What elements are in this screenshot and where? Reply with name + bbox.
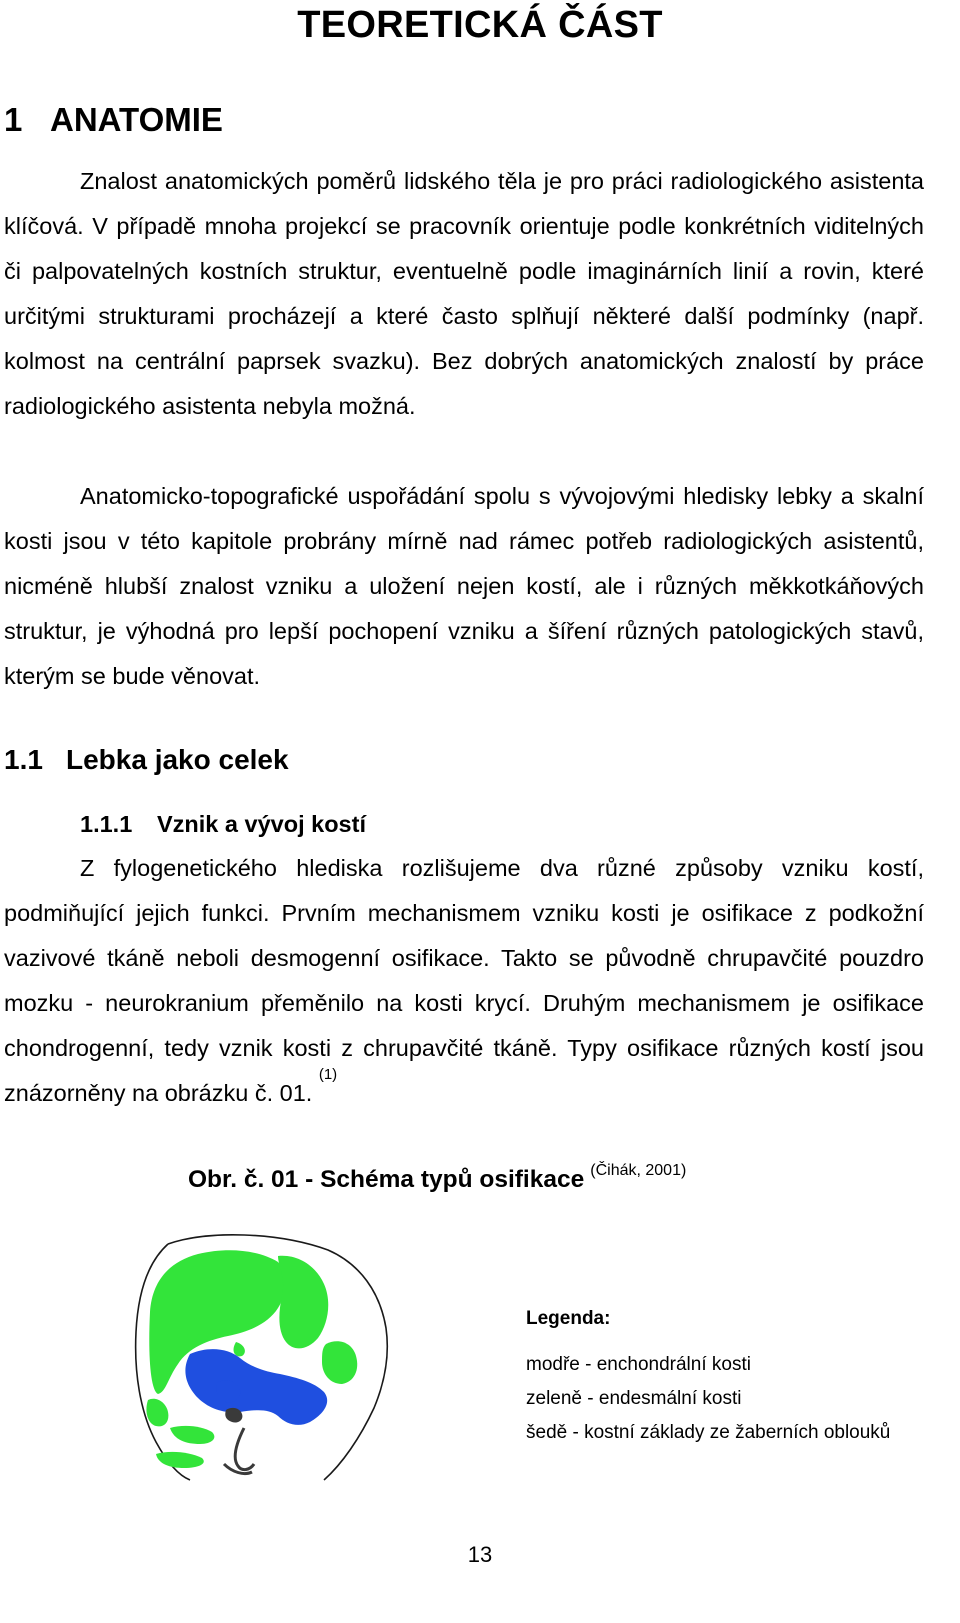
paragraph-topography-text: Anatomicko-topografické uspořádání spolu s vývojovými hledisky lebky a skalní kosti jsou v této kapitole probrány mírně nad rámec potřeb radiologických asistentů, nicméně hlubší znalost vzniku a uložení nejen kostí, ale i různých měkkotkáňových struktur, je výhodná pro lepší pochopení vzniku a šíření různých patologických stavů, kterým se bude věnovat. — [4, 483, 924, 689]
subsection-title: Vznik a vývoj kostí — [157, 811, 366, 837]
figure-caption — [188, 1160, 686, 1203]
legend-title: Legenda: — [526, 1308, 611, 1329]
paragraph-ossification-text: Z fylogenetického hlediska rozlišujeme dva různé způsoby vzniku kostí, podmiňující jejich funkci. Prvním mechanismem vzniku kosti je osifikace z podkožní vazivové tkáně neboli desmogenní osifikace. Takto se původně chrupavčité pouzdro mozku - neurokranium přeměnilo na kosti krycí. Druhým mechanismem je osifikace chondrogenní, tedy vznik kosti z chrupavčité tkáně. Typy osifikace různých kostí jsou znázorněny na obrázku č. 01. — [4, 855, 924, 1106]
gill-arch-bones — [224, 1408, 254, 1474]
section-title: Lebka jako celek — [66, 744, 289, 775]
chapter-heading — [4, 98, 223, 142]
citation-reference: (1) — [318, 1066, 338, 1083]
legend-item-endesmal: zeleně - endesmální kosti — [526, 1388, 742, 1409]
endesmal-bones — [146, 1250, 357, 1468]
paragraph-ossification — [4, 846, 924, 1116]
page-number: 13 — [467, 1542, 493, 1567]
skull-ossification-diagram — [128, 1232, 390, 1482]
chapter-number: 1 — [4, 101, 23, 138]
legend-item-gill-arch: šedě - kostní základy ze žaberních oblouků — [526, 1422, 891, 1443]
section-number: 1.1 — [4, 744, 43, 775]
enchondral-bones — [185, 1349, 327, 1425]
figure-legend — [526, 1302, 890, 1450]
figure-source: (Čihák, 2001) — [590, 1162, 687, 1179]
legend-item-enchondral: modře - enchondrální kosti — [526, 1354, 751, 1375]
subsection-heading — [80, 806, 366, 842]
figure-caption-text: Obr. č. 01 - Schéma typů osifikace — [188, 1166, 585, 1193]
chapter-title: ANATOMIE — [50, 101, 223, 138]
paragraph-intro-text: Znalost anatomických poměrů lidského těla je pro práci radiologického asistenta klíčová. V případě mnoha projekcí se pracovník orientuje podle konkrétních viditelných či palpovatelných kostních struktur, eventuelně podle imaginárních linií a rovin, které určitými strukturami procházejí a které často splňují některé další podmínky (např. kolmost na centrální paprsek svazku). Bez dobrých anatomických znalostí by práce radiologického asistenta nebyla možná. — [4, 168, 924, 419]
subsection-number: 1.1.1 — [80, 811, 133, 837]
section-heading — [4, 738, 289, 782]
paragraph-intro — [4, 159, 924, 429]
paragraph-topography — [4, 474, 924, 699]
page-title: TEORETICKÁ ČÁST — [297, 4, 663, 46]
